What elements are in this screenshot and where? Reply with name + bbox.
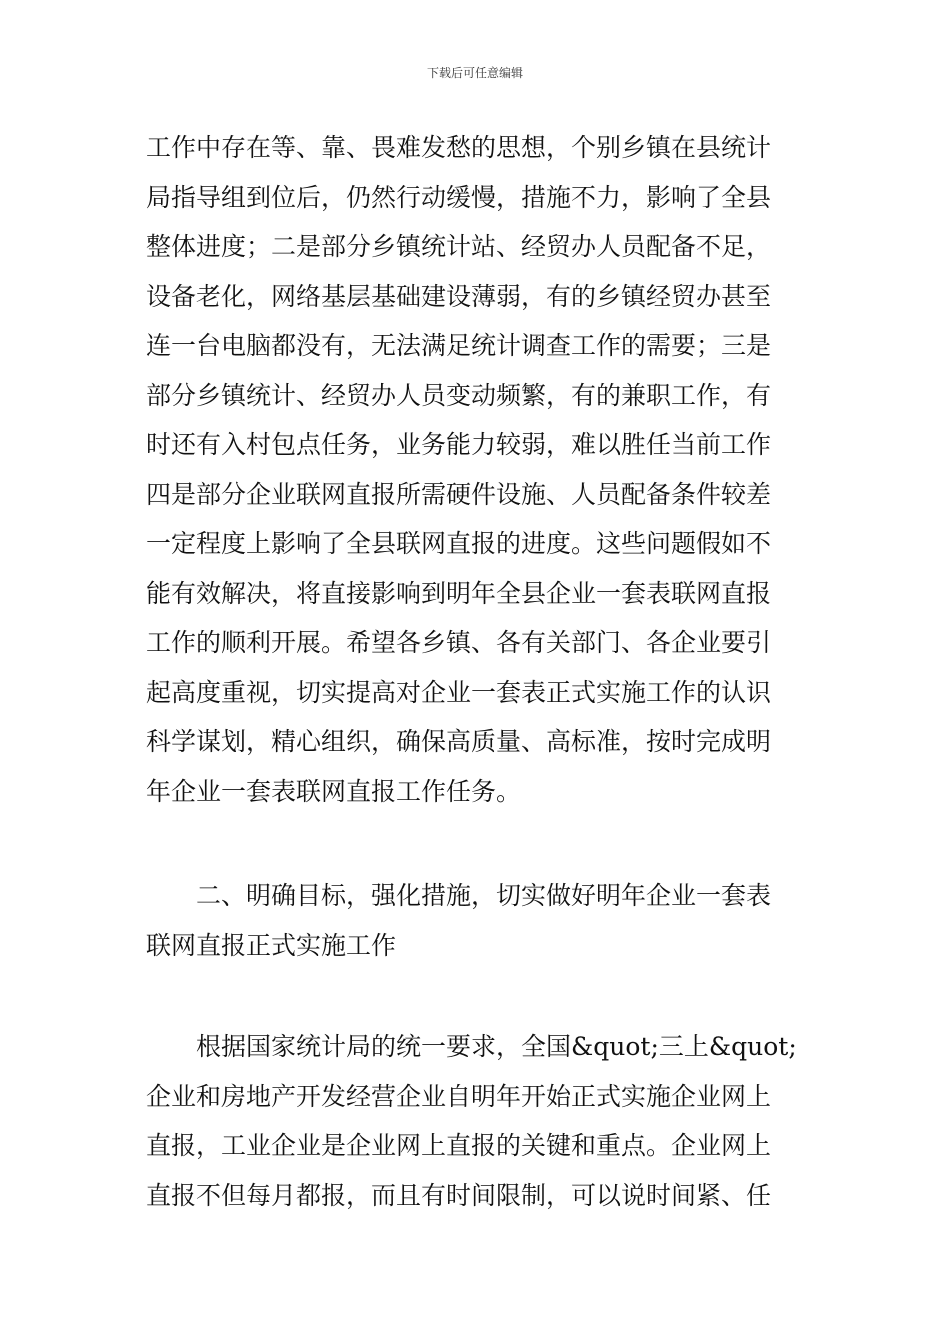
text-line: 工作中存在等、靠、畏难发愁的思想，个别乡镇在县统计 <box>146 133 772 162</box>
text-line: 整体进度；二是部分乡镇统计站、经贸办人员配备不足， <box>146 232 772 261</box>
text-line: 能有效解决，将直接影响到明年全县企业一套表联网直报 <box>146 578 772 608</box>
text-line: 根据国家统计局的统一要求，全国&quot;三上&quot; <box>196 1032 797 1061</box>
text-line: 年企业一套表联网直报工作任务。 <box>146 776 522 806</box>
text-line: 直报，工业企业是企业网上直报的关键和重点。企业网上 <box>146 1131 772 1160</box>
text-line: 直报不但每月都报，而且有时间限制，可以说时间紧、任 <box>146 1180 772 1210</box>
heading-line: 二、明确目标，强化措施，切实做好明年企业一套表 <box>196 881 772 910</box>
text-line: 一定程度上影响了全县联网直报的进度。这些问题假如不 <box>146 529 772 558</box>
text-line: 设备老化，网络基层基础建设薄弱，有的乡镇经贸办甚至 <box>146 281 772 311</box>
text-line: 时还有入村包点任务，业务能力较弱，难以胜任当前工作 <box>146 430 772 459</box>
text-line: 工作的顺利开展。希望各乡镇、各有关部门、各企业要引 <box>146 628 772 657</box>
text-line: 起高度重视，切实提高对企业一套表正式实施工作的认识 <box>146 677 772 707</box>
page-header: 下载后可任意编辑 <box>426 66 523 80</box>
text-line: 部分乡镇统计、经贸办人员变动频繁，有的兼职工作，有 <box>146 380 772 410</box>
section-heading-2 <box>146 871 810 970</box>
text-line: 科学谋划，精心组织，确保高质量、高标准，按时完成明 <box>146 727 772 756</box>
text-line: 四是部分企业联网直报所需硬件设施、人员配备条件较差 <box>146 479 772 509</box>
text-line: 局指导组到位后，仍然行动缓慢，措施不力，影响了全县 <box>146 182 772 212</box>
paragraph-1 <box>146 123 810 816</box>
heading-line: 联网直报正式实施工作 <box>146 930 397 960</box>
paragraph-2 <box>146 1022 810 1220</box>
text-line: 连一台电脑都没有，无法满足统计调查工作的需要；三是 <box>146 331 772 360</box>
text-line: 企业和房地产开发经营企业自明年开始正式实施企业网上 <box>146 1081 772 1111</box>
